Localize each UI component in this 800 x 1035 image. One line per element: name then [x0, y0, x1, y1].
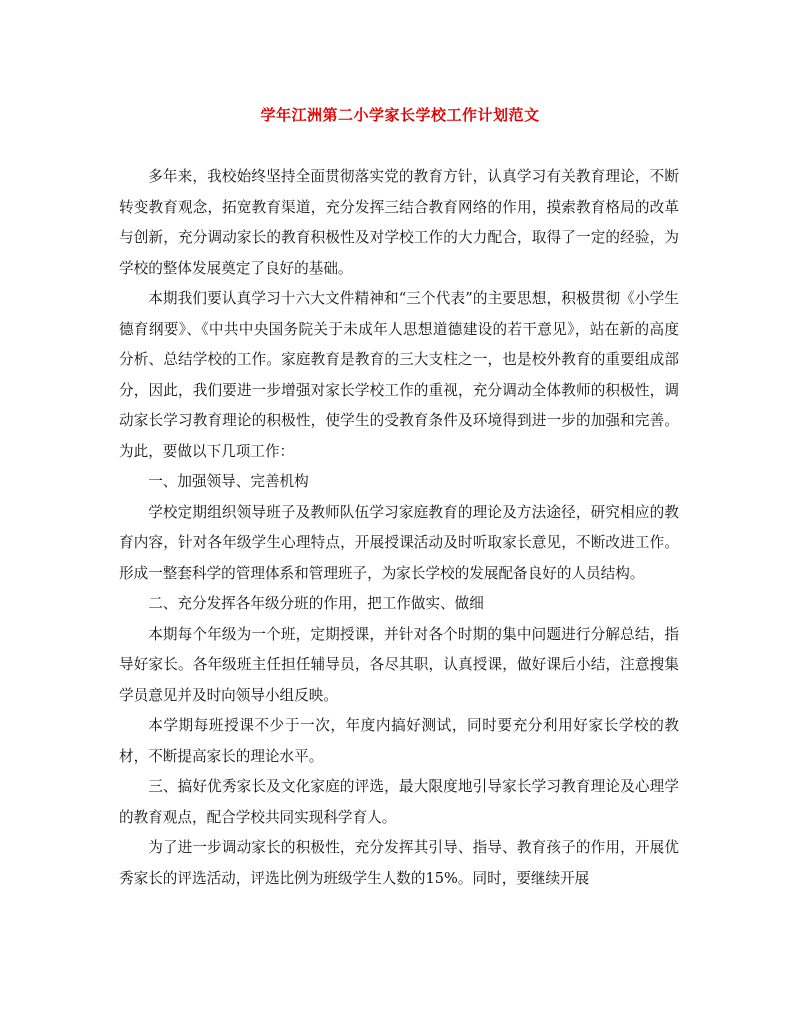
document-body [119, 162, 679, 894]
section-heading-3: 三、搞好优秀家长及文化家庭的评选，最大限度地引导家长学习教育理论及心理学的教育观点，配合学校共同实现科学育人。 [119, 778, 679, 826]
section-heading-1: 一、加强领导、完善机构 [148, 473, 309, 490]
paragraph-evaluation: 为了进一步调动家长的积极性，充分发挥其引导、指导、教育孩子的作用，开展优秀家长的评选活动，评选比例为班级学生人数的15%。同时，要继续开展 [119, 839, 679, 887]
paragraph-study-plan: 本期我们要认真学习十六大文件精神和“三个代表”的主要思想，积极贯彻《小学生德育纲要》、《中共中央国务院关于未成年人思想道德建设的若干意见》，站在新的高度分析、总结学校的工作。家庭教育是教育的三大支柱之一，也是校外教育的重要组成部分，因此，我们要进一步增强对家长学校工作的重视，充分调动全体教师的积极性，调动家长学习教育理论的积极性，使学生的受教育条件及环境得到进一步的加强和完善。为此，要做以下几项工作： [119, 290, 679, 460]
paragraph-leadership: 学校定期组织领导班子及教师队伍学习家庭教育的理论及方法途径，研究相应的教育内容，针对各年级学生心理特点，开展授课活动及时听取家长意见，不断改进工作。形成一整套科学的管理体系和管理班子，为家长学校的发展配备良好的人员结构。 [119, 503, 679, 582]
paragraph-semester-lessons: 本学期每班授课不少于一次，年度内搞好测试，同时要充分利用好家长学校的教材，不断提高家长的理论水平。 [119, 717, 679, 765]
section-heading-2: 二、充分发挥各年级分班的作用，把工作做实、做细 [148, 595, 484, 612]
document-title: 学年江洲第二小学家长学校工作计划范文 [260, 106, 540, 124]
paragraph-intro: 多年来，我校始终坚持全面贯彻落实党的教育方针，认真学习有关教育理论，不断转变教育观念，拓宽教育渠道，充分发挥三结合教育网络的作用，摸索教育格局的改革与创新，充分调动家长的教育积极性及对学校工作的大力配合，取得了一定的经验，为学校的整体发展奠定了良好的基础。 [119, 168, 679, 277]
paragraph-class-teaching: 本期每个年级为一个班，定期授课，并针对各个时期的集中问题进行分解总结，指导好家长。各年级班主任担任辅导员，各尽其职，认真授课，做好课后小结，注意搜集学员意见并及时向领导小组反映。 [119, 625, 679, 704]
